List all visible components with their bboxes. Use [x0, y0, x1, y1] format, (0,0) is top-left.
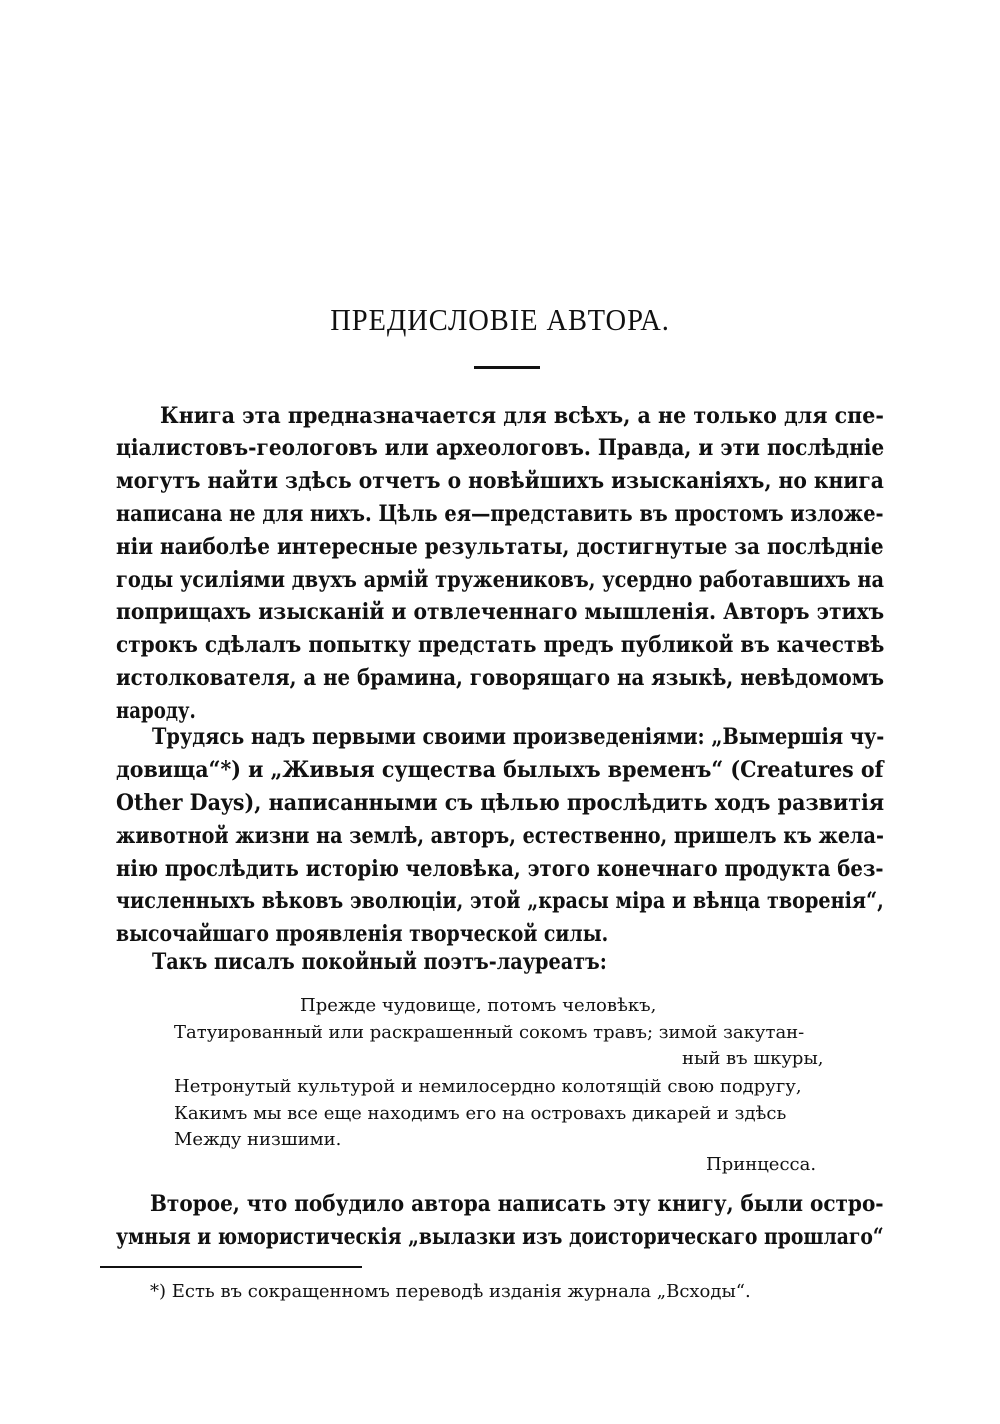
verse-line: Прежде чудовище, потомъ человѣкъ,	[300, 995, 657, 1016]
page-title: ПРЕДИСЛОВІЕ АВТОРА.	[330, 302, 670, 337]
verse-source: Принцесса.	[706, 1154, 817, 1175]
title-underline	[474, 366, 540, 369]
verse-line: Нетронутый культурой и немилосердно колотящій свою подругу,	[174, 1076, 802, 1097]
text-line: довища“*) и „Живыя существа былыхъ временъ“ (Creatures of	[116, 757, 884, 783]
verse-line: Какимъ мы все еще находимъ его на островахъ дикарей и здѣсь	[174, 1103, 787, 1124]
text-line: Второе, что побудило автора написать эту книгу, были остро-	[150, 1191, 884, 1217]
text-line: умныя и юмористическія „вылазки изъ доисторическаго прошлаго“	[116, 1224, 884, 1250]
text-line: годы усиліями двухъ армій тружениковъ, усердно работавшихъ на	[116, 567, 885, 593]
text-line: численныхъ вѣковъ эволюціи, этой „красы міра и вѣнца творенія“,	[116, 888, 884, 914]
text-line: животной жизни на землѣ, авторъ, естественно, пришелъ къ жела-	[116, 823, 884, 849]
text-line: написана не для нихъ. Цѣль ея—представить въ простомъ изложе-	[116, 501, 884, 527]
paragraph-3: Такъ писалъ покойный поэтъ-лауреатъ:	[152, 949, 607, 975]
verse-line: Татуированный или раскрашенный сокомъ травъ; зимой закутан-	[174, 1022, 805, 1043]
verse-line: Между низшими.	[174, 1129, 342, 1150]
text-line: Книга эта предназначается для всѣхъ, а не только для спе-	[160, 403, 884, 429]
text-line: Трудясь надъ первыми своими произведеніями: „Вымершія чу-	[152, 724, 885, 750]
footnote-divider	[100, 1266, 362, 1268]
text-line: народу.	[116, 698, 196, 724]
verse-line: ный въ шкуры,	[682, 1048, 824, 1069]
text-line: истолкователя, а не брамина, говорящаго на языкѣ, невѣдомомъ	[116, 665, 885, 691]
text-line: поприщахъ изысканій и отвлеченнаго мышленія. Авторъ этихъ	[116, 599, 885, 625]
text-line: высочайшаго проявленія творческой силы.	[116, 921, 609, 947]
text-line: ніи наиболѣе интересные результаты, достигнутые за послѣдніе	[116, 534, 884, 560]
text-line: строкъ сдѣлалъ попытку предстать предъ публикой въ качествѣ	[116, 632, 885, 658]
footnote: *) Есть въ сокращенномъ переводѣ изданія журнала „Всходы“.	[150, 1281, 751, 1302]
text-line: Other Days), написанными съ цѣлью прослѣдить ходъ развитія	[116, 790, 885, 816]
text-line: нію прослѣдить исторію человѣка, этого конечнаго продукта без-	[116, 856, 884, 882]
text-line: ціалистовъ-геологовъ или археологовъ. Правда, и эти послѣдніе	[116, 435, 885, 461]
text-line: могутъ найти здѣсь отчетъ о новѣйшихъ изысканіяхъ, но книга	[116, 468, 884, 494]
